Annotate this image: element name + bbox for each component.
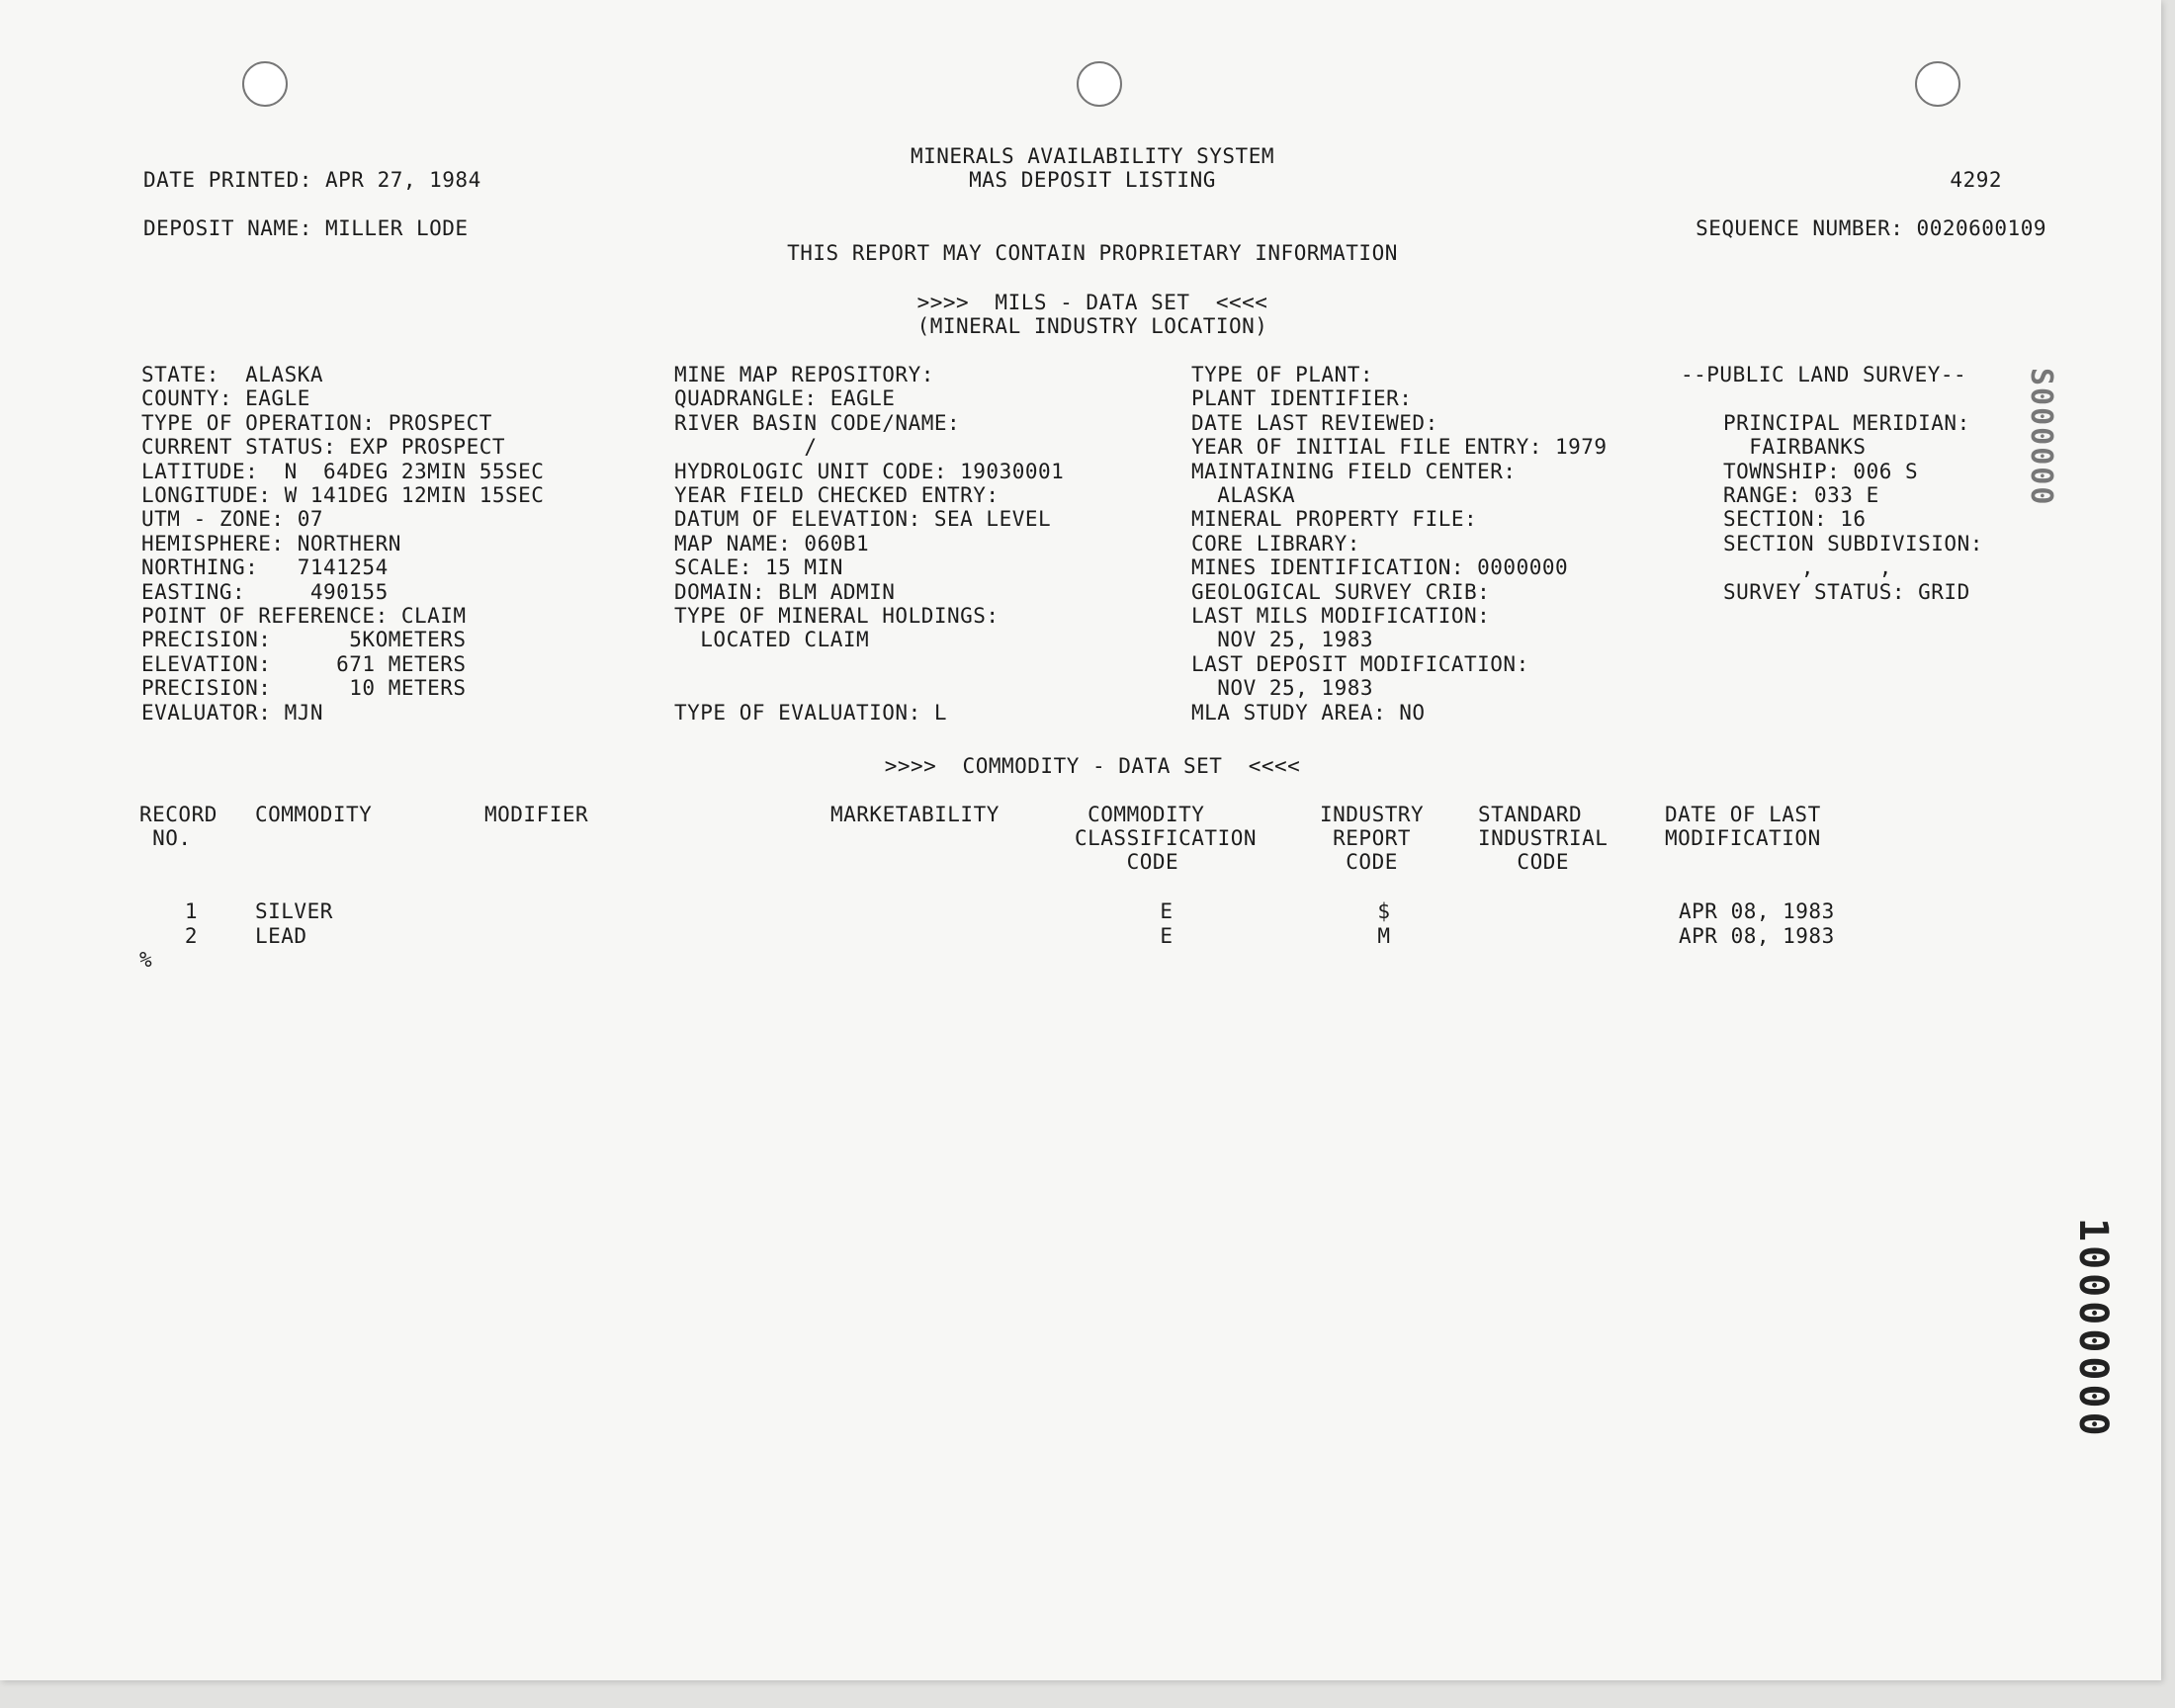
cell-record-no: 1 — [184, 899, 198, 923]
field-line: YEAR FIELD CHECKED ENTRY: — [674, 483, 1000, 507]
commodity-heading: >>>> COMMODITY - DATA SET <<<< — [884, 754, 1301, 778]
field-line: SURVEY STATUS: GRID — [1723, 579, 1970, 604]
field-line: TYPE OF PLANT: — [1191, 363, 1374, 386]
cell-date-last-modification: APR 08, 1983 — [1679, 899, 1835, 923]
field-line: ALASKA — [1191, 483, 1296, 507]
field-line: PRECISION: 10 METERS — [141, 676, 467, 701]
listing-title: MAS DEPOSIT LISTING — [969, 168, 1216, 192]
punch-hole — [1915, 61, 1960, 107]
field-line: LOCATED CLAIM — [674, 628, 870, 652]
cell-classification-code: E — [1160, 923, 1174, 948]
field-line: TOWNSHIP: 006 S — [1723, 459, 1919, 483]
field-line: COUNTY: EAGLE — [141, 386, 310, 411]
header-classification-code: COMMODITY CLASSIFICATION CODE — [1075, 803, 1258, 874]
cell-industry-report-code: M — [1377, 923, 1391, 948]
cell-commodity: LEAD — [255, 923, 307, 948]
field-line: HEMISPHERE: NORTHERN — [141, 531, 401, 555]
proprietary-notice: THIS REPORT MAY CONTAIN PROPRIETARY INFORMATION — [787, 241, 1398, 265]
mils-subheading: (MINERAL INDUSTRY LOCATION) — [916, 314, 1268, 338]
system-title: MINERALS AVAILABILITY SYSTEM — [910, 144, 1274, 168]
sequence-number: SEQUENCE NUMBER: 0020600109 — [1696, 216, 2046, 240]
field-line: MINE MAP REPOSITORY: — [674, 363, 934, 386]
end-marker: % — [139, 948, 153, 972]
header-modifier: MODIFIER — [484, 803, 589, 826]
field-line: HYDROLOGIC UNIT CODE: 19030001 — [674, 459, 1065, 483]
field-line: MAP NAME: 060B1 — [674, 531, 870, 555]
page-number: 4292 — [1950, 168, 2002, 192]
field-line: TYPE OF MINERAL HOLDINGS: — [674, 604, 1000, 628]
field-line: DATUM OF ELEVATION: SEA LEVEL — [674, 507, 1052, 532]
field-line: POINT OF REFERENCE: CLAIM — [141, 604, 467, 628]
field-line: GEOLOGICAL SURVEY CRIB: — [1191, 579, 1491, 604]
stamp-number-large: 10000000 — [2070, 1218, 2116, 1440]
field-line: LAST DEPOSIT MODIFICATION: — [1191, 651, 1529, 676]
field-line: SCALE: 15 MIN — [674, 555, 843, 580]
field-line: STATE: ALASKA — [141, 363, 324, 386]
public-land-survey-title: --PUBLIC LAND SURVEY-- — [1681, 363, 1967, 386]
field-line: / — [674, 435, 818, 460]
cell-industry-report-code: $ — [1377, 899, 1391, 923]
field-line: PRECISION: 5KOMETERS — [141, 628, 467, 652]
header-record-no: RECORD NO. — [139, 803, 218, 850]
field-line: UTM - ZONE: 07 — [141, 507, 324, 532]
field-line: NOV 25, 1983 — [1191, 676, 1374, 701]
field-line: EVALUATOR: MJN — [141, 700, 324, 725]
field-line: TYPE OF EVALUATION: L — [674, 700, 948, 725]
field-line: SECTION: 16 — [1723, 507, 1867, 532]
cell-date-last-modification: APR 08, 1983 — [1679, 923, 1835, 948]
punch-hole — [1077, 61, 1122, 107]
header-commodity: COMMODITY — [255, 803, 373, 826]
field-line: DOMAIN: BLM ADMIN — [674, 579, 896, 604]
field-line: DATE LAST REVIEWED: — [1191, 410, 1438, 435]
cell-classification-code: E — [1160, 899, 1174, 923]
punch-hole — [242, 61, 288, 107]
field-line: RIVER BASIN CODE/NAME: — [674, 410, 961, 435]
field-line: PLANT IDENTIFIER: — [1191, 386, 1413, 411]
field-line: TYPE OF OPERATION: PROSPECT — [141, 410, 492, 435]
mils-heading: >>>> MILS - DATA SET <<<< — [916, 291, 1268, 314]
header-date-last-modification: DATE OF LAST MODIFICATION — [1665, 803, 1821, 850]
field-line: MINERAL PROPERTY FILE: — [1191, 507, 1478, 532]
field-line: LONGITUDE: W 141DEG 12MIN 15SEC — [141, 483, 545, 507]
field-line: CORE LIBRARY: — [1191, 531, 1360, 555]
header-marketability: MARKETABILITY — [830, 803, 1000, 826]
field-line: MAINTAINING FIELD CENTER: — [1191, 459, 1517, 483]
deposit-name: DEPOSIT NAME: MILLER LODE — [143, 216, 469, 240]
field-line: PRINCIPAL MERIDIAN: — [1723, 410, 1970, 435]
field-line: ELEVATION: 671 METERS — [141, 651, 467, 676]
field-line: LATITUDE: N 64DEG 23MIN 55SEC — [141, 459, 545, 483]
field-line: QUADRANGLE: EAGLE — [674, 386, 896, 411]
field-line: YEAR OF INITIAL FILE ENTRY: 1979 — [1191, 435, 1608, 460]
header-industry-report-code: INDUSTRY REPORT CODE — [1320, 803, 1425, 874]
field-line: SECTION SUBDIVISION: — [1723, 531, 1983, 555]
field-line: EASTING: 490155 — [141, 579, 389, 604]
field-line: FAIRBANKS — [1723, 435, 1867, 460]
field-line: LAST MILS MODIFICATION: — [1191, 604, 1491, 628]
cell-commodity: SILVER — [255, 899, 333, 923]
field-line: MINES IDENTIFICATION: 0000000 — [1191, 555, 1569, 580]
field-line: , , — [1723, 555, 1892, 580]
header-standard-industrial-code: STANDARD INDUSTRIAL CODE — [1478, 803, 1609, 874]
date-printed: DATE PRINTED: APR 27, 1984 — [143, 168, 481, 192]
field-line: NORTHING: 7141254 — [141, 555, 389, 580]
stamp-number-small: S000000 — [2024, 368, 2058, 507]
field-line: CURRENT STATUS: EXP PROSPECT — [141, 435, 506, 460]
cell-record-no: 2 — [184, 923, 198, 948]
field-line: NOV 25, 1983 — [1191, 628, 1374, 652]
field-line: RANGE: 033 E — [1723, 483, 1879, 507]
field-line: MLA STUDY AREA: NO — [1191, 700, 1426, 725]
